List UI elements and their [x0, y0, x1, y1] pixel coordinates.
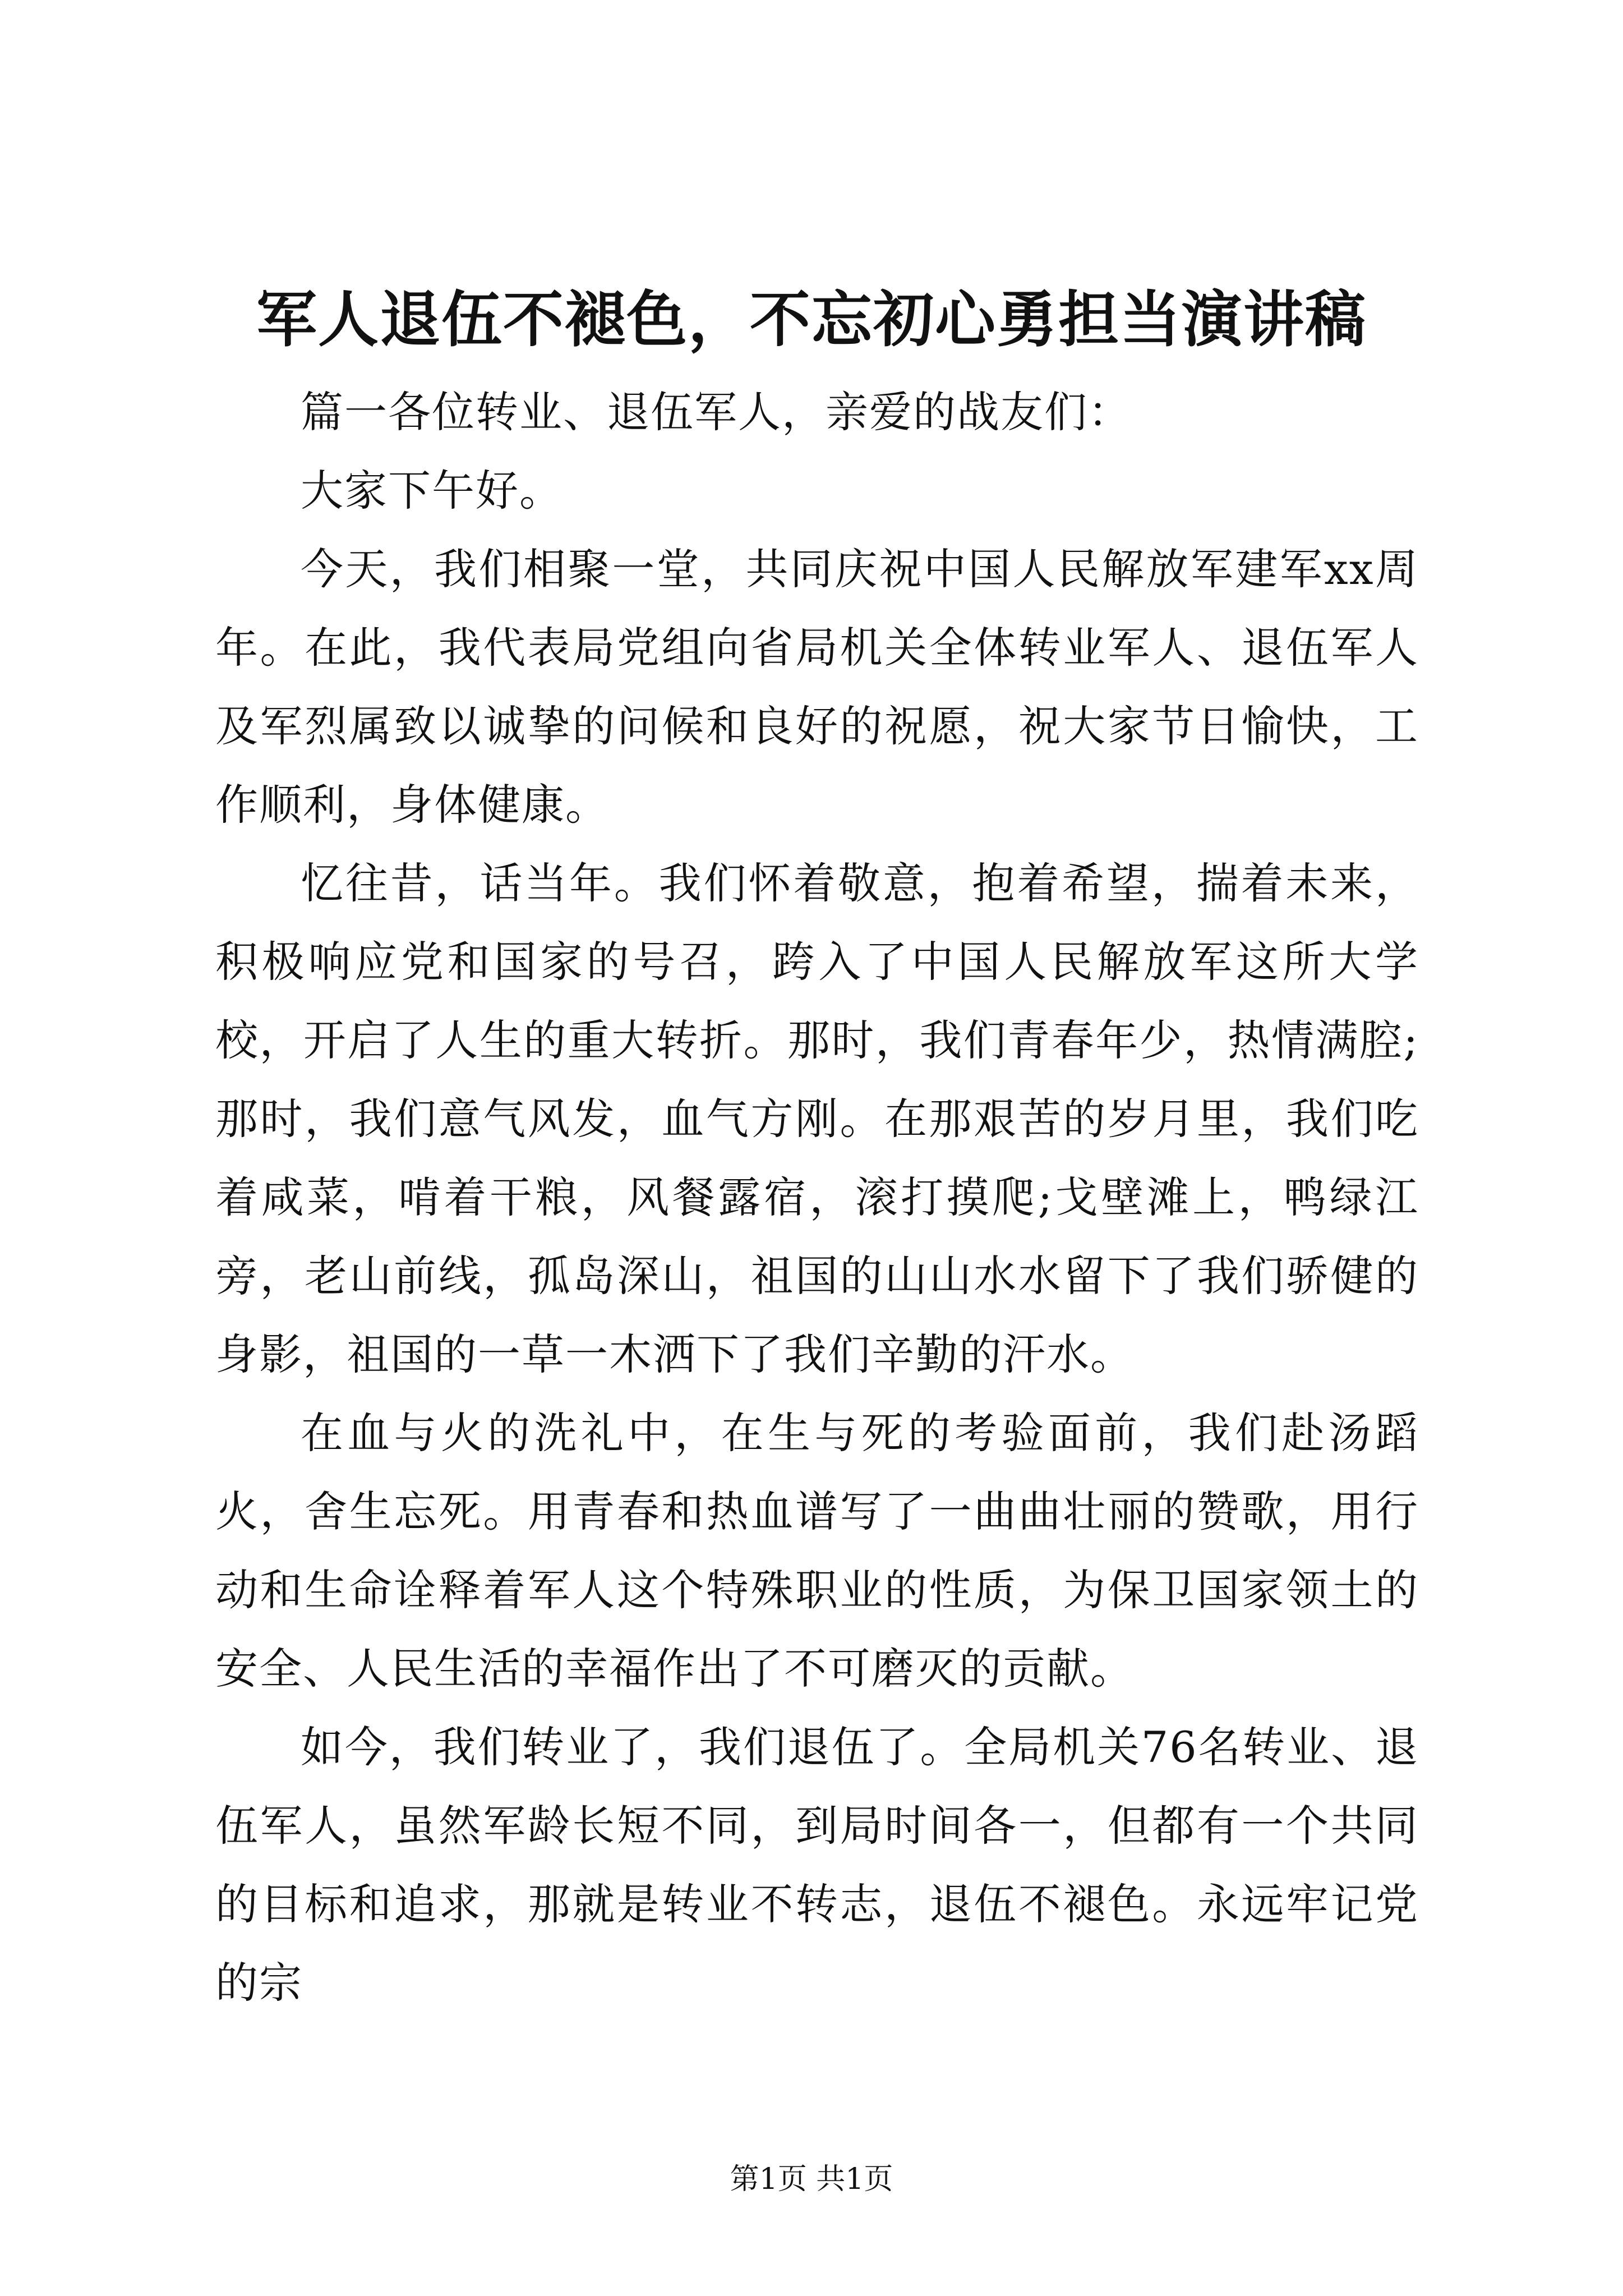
page-footer: 第1页 共1页: [730, 2162, 893, 2196]
document-body: [215, 373, 1419, 2022]
paragraph-celebration: 今天，我们相聚一堂，共同庆祝中国人民解放军建军xx周年。在此，我代表局党组向省局机关全体转业军人、退伍军人及军烈属致以诚挚的问候和良好的祝愿，祝大家节日愉快，工作顺利，身体健康。: [215, 544, 1419, 830]
paragraph-salutation: 篇一各位转业、退伍军人，亲爱的战友们：: [301, 387, 1132, 437]
document-title: 军人退伍不褪色，不忘初心勇担当演讲稿: [256, 284, 1367, 355]
paragraph-greeting: 大家下午好。: [301, 466, 563, 516]
paragraph-recollection: 忆往昔，话当年。我们怀着敬意，抱着希望，揣着未来，积极响应党和国家的号召，跨入了中国人民解放军这所大学校，开启了人生的重大转折。那时，我们青春年少，热情满腔;那时，我们意气风发，血气方刚。在那艰苦的岁月里，我们吃着咸菜，啃着干粮，风餐露宿，滚打摸爬;戈壁滩上，鸭绿江旁，老山前线，孤岛深山，祖国的山山水水留下了我们骄健的身影，祖国的一草一木洒下了我们辛勤的汗水。: [215, 858, 1419, 1379]
paragraph-sacrifice: 在血与火的洗礼中，在生与死的考验面前，我们赴汤蹈火，舍生忘死。用青春和热血谱写了一曲曲壮丽的赞歌，用行动和生命诠释着军人这个特殊职业的性质，为保卫国家领土的安全、人民生活的幸福作出了不可磨灭的贡献。: [215, 1408, 1419, 1694]
paragraph-present: 如今，我们转业了，我们退伍了。全局机关76名转业、退伍军人，虽然军龄长短不同，到局时间各一，但都有一个共同的目标和追求，那就是转业不转志，退伍不褪色。永远牢记党的宗: [215, 1722, 1419, 2008]
